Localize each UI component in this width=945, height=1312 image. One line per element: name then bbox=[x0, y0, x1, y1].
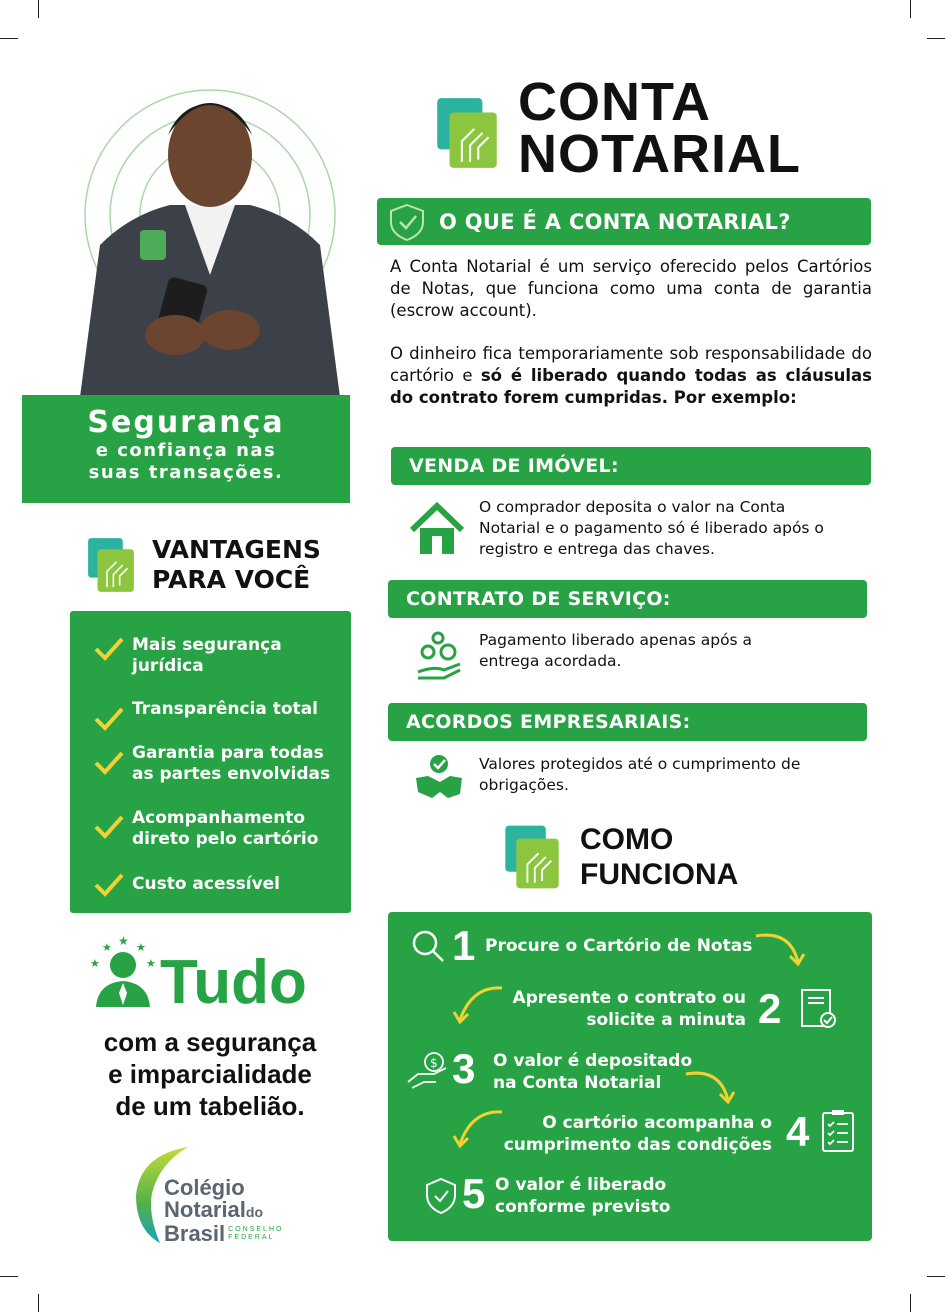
crop-mark bbox=[0, 38, 18, 39]
hero-title: Segurança bbox=[87, 405, 285, 440]
example-heading: CONTRATO DE SERVIÇO: bbox=[388, 580, 867, 618]
step-number: 5 bbox=[462, 1170, 486, 1217]
svg-text:★: ★ bbox=[136, 941, 146, 954]
example-heading: ACORDOS EMPRESARIAIS: bbox=[388, 703, 867, 741]
check-icon bbox=[94, 707, 124, 731]
step-text-line: O valor é depositado bbox=[493, 1051, 693, 1071]
notary-person-stars-icon bbox=[88, 933, 158, 1008]
step-text: Procure o Cartório de Notas bbox=[485, 936, 753, 956]
logo-text: FEDERAL bbox=[228, 1234, 275, 1241]
svg-text:★: ★ bbox=[118, 934, 129, 948]
curved-arrow-icon bbox=[684, 1068, 738, 1108]
step-number: 4 bbox=[786, 1108, 810, 1155]
svg-text:★: ★ bbox=[90, 957, 100, 970]
step-number: 2 bbox=[758, 985, 782, 1032]
handshake-icon bbox=[414, 752, 464, 802]
crop-mark bbox=[38, 0, 39, 18]
example-text: Pagamento liberado apenas após a entrega acordada. bbox=[479, 631, 753, 670]
step-text-line: O cartório acompanha o bbox=[542, 1113, 772, 1133]
search-icon bbox=[410, 928, 446, 964]
step-text bbox=[512, 987, 746, 1031]
example-text: O comprador deposita o valor na Conta Notarial e o pagamento só é liberado após o registro e entrega das chaves. bbox=[479, 498, 824, 558]
logo-text: do bbox=[245, 1204, 264, 1220]
advantages-title bbox=[152, 535, 321, 595]
step-text-line: na Conta Notarial bbox=[493, 1073, 662, 1093]
page-title-line: NOTARIAL bbox=[518, 124, 801, 184]
step-text-line: solicite a minuta bbox=[586, 1010, 746, 1030]
conta-notarial-logo-icon bbox=[500, 822, 564, 892]
check-icon bbox=[94, 873, 124, 897]
step-text bbox=[495, 1174, 670, 1218]
crop-mark bbox=[927, 1276, 945, 1277]
crop-mark bbox=[910, 0, 911, 18]
step-text-line: conforme previsto bbox=[495, 1197, 671, 1217]
document-check-icon bbox=[798, 986, 840, 1032]
advantage-item: Acompanhamento direto pelo cartório bbox=[132, 808, 319, 849]
step-text bbox=[493, 1050, 692, 1094]
logo-text: Notarial bbox=[164, 1197, 246, 1222]
example-text: Valores protegidos até o cumprimento de obrigações. bbox=[479, 755, 801, 794]
step-text-line: cumprimento das condições bbox=[503, 1135, 772, 1155]
step-number: 3 bbox=[452, 1045, 476, 1092]
hero-banner bbox=[22, 395, 350, 503]
steps-box bbox=[388, 912, 872, 1241]
shield-check-icon bbox=[424, 1176, 458, 1216]
crop-mark bbox=[927, 38, 945, 39]
conta-notarial-logo-icon bbox=[433, 94, 501, 172]
what-is-heading bbox=[377, 198, 871, 245]
crop-mark bbox=[910, 1294, 911, 1312]
logo-text: CONSELHO bbox=[228, 1226, 284, 1233]
checklist-icon bbox=[820, 1108, 856, 1154]
curved-arrow-icon bbox=[754, 930, 808, 970]
crop-mark bbox=[0, 1276, 18, 1277]
paragraph-bold-text: só é liberado quando todas as cláusulas do contrato forem cumpridas. Por exemplo: bbox=[390, 366, 873, 407]
advantage-item: Mais segurança jurídica bbox=[132, 635, 282, 676]
gears-hand-icon bbox=[414, 630, 464, 680]
money-hand-icon bbox=[406, 1048, 450, 1092]
how-title-line: FUNCIONA bbox=[580, 858, 739, 891]
curved-arrow-icon bbox=[452, 982, 506, 1028]
what-is-paragraph-2 bbox=[390, 343, 872, 409]
paragraph-text: O dinheiro fica temporariamente sob responsabilidade do cartório e bbox=[390, 344, 872, 385]
tagline-line: de um tabelião. bbox=[115, 1091, 305, 1121]
page-title-line: CONTA bbox=[518, 72, 711, 132]
logo-text: Colégio bbox=[164, 1175, 245, 1200]
check-icon bbox=[94, 815, 124, 839]
how-it-works-title bbox=[580, 822, 738, 892]
what-is-heading-text: O QUE É A CONTA NOTARIAL? bbox=[439, 209, 791, 234]
tudo-heading: Tudo bbox=[160, 948, 307, 1017]
house-icon bbox=[408, 502, 466, 556]
check-icon bbox=[94, 637, 124, 661]
hero-subtitle: e confiança nas bbox=[95, 440, 277, 461]
svg-text:★: ★ bbox=[102, 941, 112, 954]
advantage-item: Custo acessível bbox=[132, 874, 281, 894]
advantage-item: Garantia para todas as partes envolvidas bbox=[132, 743, 331, 784]
check-icon bbox=[94, 751, 124, 775]
example-heading: VENDA DE IMÓVEL: bbox=[391, 447, 871, 485]
advantages-list bbox=[70, 611, 351, 913]
shield-check-icon bbox=[387, 202, 431, 242]
step-text-line: O valor é liberado bbox=[495, 1175, 667, 1195]
tudo-tagline bbox=[60, 1026, 360, 1122]
logo-text: Brasil bbox=[164, 1221, 226, 1246]
advantages-title-line: VANTAGENS bbox=[152, 535, 321, 564]
how-title-line: COMO bbox=[580, 823, 674, 856]
crop-mark bbox=[38, 1294, 39, 1312]
svg-text:$: $ bbox=[430, 1056, 438, 1070]
advantage-item: Transparência total bbox=[132, 699, 318, 719]
svg-text:★: ★ bbox=[146, 957, 156, 970]
tagline-line: e imparcialidade bbox=[108, 1059, 312, 1089]
curved-arrow-icon bbox=[452, 1106, 506, 1152]
advantages-title-line: PARA VOCÊ bbox=[152, 565, 311, 594]
step-text-line: Apresente o contrato ou bbox=[512, 988, 746, 1008]
conta-notarial-logo-icon bbox=[84, 535, 138, 595]
step-text bbox=[504, 1112, 772, 1156]
colegio-notarial-logo bbox=[130, 1145, 300, 1245]
what-is-paragraph-1: A Conta Notarial é um serviço oferecido pelos Cartórios de Notas, que funciona como uma conta de garantia (escrow account). bbox=[390, 257, 872, 320]
hero-subtitle: suas transações. bbox=[88, 462, 284, 483]
page-title bbox=[518, 72, 801, 184]
tagline-line: com a segurança bbox=[103, 1027, 317, 1057]
businessman-photo bbox=[60, 75, 350, 397]
step-number: 1 bbox=[452, 922, 476, 969]
